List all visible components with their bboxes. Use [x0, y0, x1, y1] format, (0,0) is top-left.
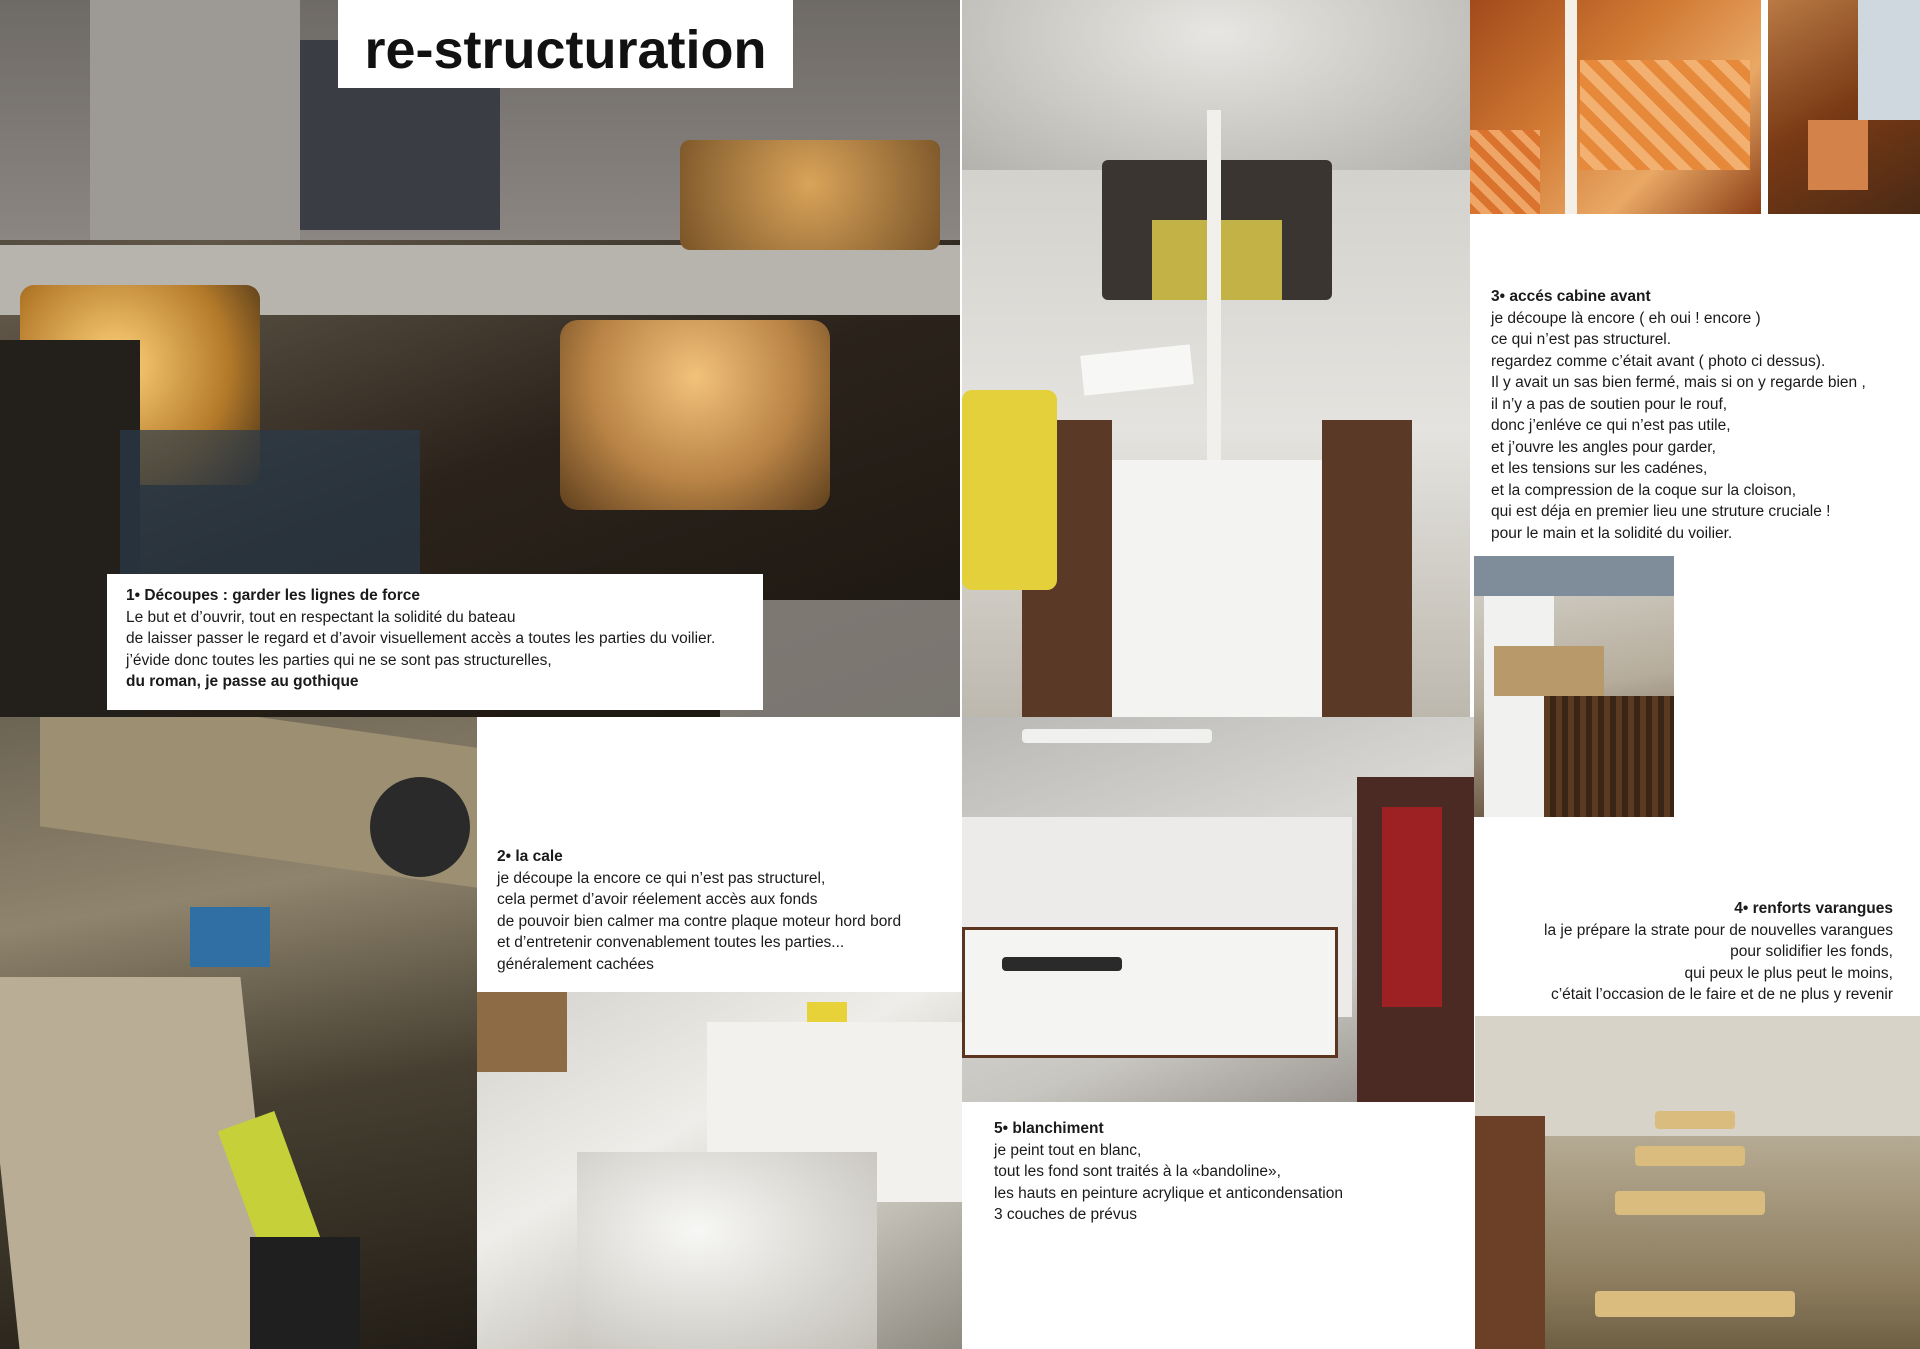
photo-cabin-before-2: [1768, 0, 1920, 214]
photo-bow-whitened: [962, 717, 1474, 1102]
section-4-heading: 4• renforts varangues: [1734, 900, 1893, 917]
section-4-line: la je prépare la strate pour de nouvelles varangues: [1544, 921, 1893, 939]
section-3-line: et les tensions sur les cadénes,: [1491, 460, 1708, 477]
section-3-line: je découpe là encore ( eh oui ! encore ): [1491, 309, 1761, 327]
section-2-line: de pouvoir bien calmer ma contre plaque moteur hord bord: [497, 912, 902, 930]
section-1-line: j’évide donc toutes les parties qui ne se sont pas structurelles,: [126, 651, 552, 669]
section-1-text: [126, 585, 756, 693]
section-2-line: et d’entretenir convenablement toutes les parties...: [497, 934, 845, 951]
photo-floor-reinforcements: [1475, 1016, 1920, 1349]
section-3-line: donc j’enléve ce qui n’est pas utile,: [1491, 417, 1731, 434]
panel-section-3-side: [1674, 556, 1920, 817]
section-3-line: regardez comme c’était avant ( photo ci dessus).: [1491, 352, 1826, 370]
section-3-heading: 3• accés cabine avant: [1491, 288, 1651, 305]
section-1-closing: du roman, je passe au gothique: [126, 673, 359, 690]
section-4-line: pour solidifier les fonds,: [1730, 943, 1893, 960]
section-2-line: généralement cachées: [497, 955, 654, 973]
photo-bilge-dark: [0, 717, 477, 1349]
photo-white-cabin: [962, 0, 1470, 717]
section-3-line: et j’ouvre les angles pour garder,: [1491, 438, 1716, 456]
section-3-text: [1491, 286, 1916, 544]
section-1-line: Le but et d’ouvrir, tout en respectant la solidité du bateau: [126, 608, 516, 626]
section-4-text: [1480, 898, 1893, 1006]
section-5-heading: 5• blanchiment: [994, 1120, 1104, 1137]
section-3-line: il n’y a pas de soutien pour le rouf,: [1491, 395, 1728, 413]
section-2-text: [497, 846, 957, 975]
section-5-text: [994, 1118, 1464, 1226]
section-3-line: Il y avait un sas bien fermé, mais si on y regarde bien ,: [1491, 374, 1866, 391]
section-2-heading: 2• la cale: [497, 848, 563, 865]
page-title: re-structuration: [338, 0, 793, 88]
section-3-line: et la compression de la coque sur la cloison,: [1491, 481, 1796, 499]
section-2-line: cela permet d’avoir réelement accès aux fonds: [497, 891, 818, 908]
section-4-line: c’était l’occasion de le faire et de ne plus y revenir: [1550, 986, 1893, 1003]
section-5-line: 3 couches de prévus: [994, 1206, 1138, 1223]
section-2-line: je découpe la encore ce qui n’est pas structurel,: [497, 869, 826, 887]
section-3-line: pour le main et la solidité du voilier.: [1491, 524, 1733, 542]
photo-bilge-white: [477, 992, 962, 1349]
section-3-line: qui est déja en premier lieu une struture cruciale !: [1491, 503, 1831, 520]
section-3-line: ce qui n’est pas structurel.: [1491, 331, 1672, 348]
section-4-line: qui peux le plus peut le moins,: [1684, 964, 1893, 982]
section-5-line: les hauts en peinture acrylique et anticondensation: [994, 1184, 1343, 1202]
section-5-line: tout les fond sont traités à la «bandoline»,: [994, 1163, 1281, 1180]
section-1-heading: 1• Découpes : garder les lignes de force: [126, 587, 421, 604]
photo-cabin-before-1: [1470, 0, 1761, 214]
section-1-line: de laisser passer le regard et d’avoir visuellement accès a toutes les parties du voilier.: [126, 630, 716, 647]
photo-cabin-open: [1474, 556, 1674, 817]
section-5-line: je peint tout en blanc,: [994, 1141, 1142, 1159]
